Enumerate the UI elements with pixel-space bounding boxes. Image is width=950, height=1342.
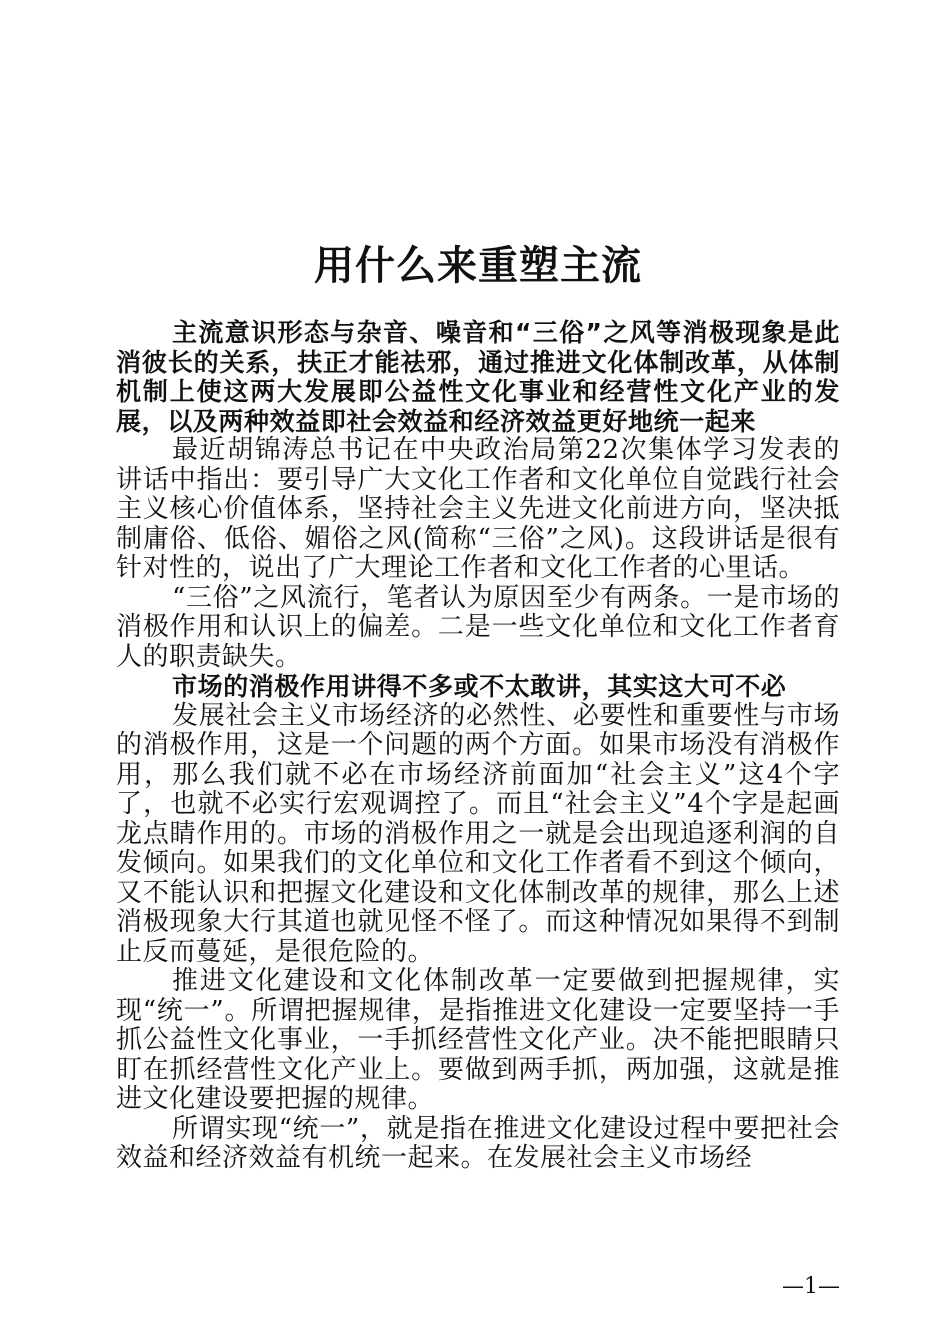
- body-paragraph-1: 最近胡锦涛总书记在中央政治局第22次集体学习发表的讲话中指出：要引导广大文化工作者和文化单位自觉践行社会主义核心价值体系，坚持社会主义先进文化前进方向，坚决抵制庸俗、低俗、媚俗之风(简称“三俗”之风)。这段讲话是很有针对性的，说出了广大理论工作者和文化工作者的心里话。: [116, 435, 840, 583]
- body-paragraph-4: 推进文化建设和文化体制改革一定要做到把握规律，实现“统一”。所谓把握规律，是指推进文化建设一定要坚持一手抓公益性文化事业，一手抓经营性文化产业。决不能把眼睛只盯在抓经营性文化产业上。要做到两手抓，两加强，这就是推进文化建设要把握的规律。: [116, 966, 840, 1114]
- body-paragraph-3: 发展社会主义市场经济的必然性、必要性和重要性与市场的消极作用，这是一个问题的两个方面。如果市场没有消极作用，那么我们就不必在市场经济前面加“社会主义”这4个字了，也就不必实行宏观调控了。而且“社会主义”4个字是起画龙点睛作用的。市场的消极作用之一就是会出现追逐利润的自发倾向。如果我们的文化单位和文化工作者看不到这个倾向，又不能认识和把握文化建设和文化体制改革的规律，那么上述消极现象大行其道也就见怪不怪了。而这种情况如果得不到制止反而蔓延，是很危险的。: [116, 700, 840, 967]
- document-page: [116, 0, 840, 1342]
- lead-summary-paragraph: 主流意识形态与杂音、噪音和“三俗”之风等消极现象是此消彼长的关系，扶正才能祛邪，通过推进文化体制改革，从体制机制上使这两大发展即公益性文化事业和经营性文化产业的发展，以及两种效益即社会效益和经济效益更好地统一起来: [116, 318, 840, 436]
- article-body: [116, 318, 840, 1174]
- body-paragraph-5: 所谓实现“统一”，就是指在推进文化建设过程中要把社会效益和经济效益有机统一起来。在发展社会主义市场经: [116, 1113, 840, 1173]
- article-title: 用什么来重塑主流: [314, 242, 642, 289]
- section-heading: 市场的消极作用讲得不多或不太敢讲，其实这大可不必: [172, 672, 787, 701]
- body-paragraph-2: “三俗”之风流行，笔者认为原因至少有两条。一是市场的消极作用和认识上的偏差。二是一些文化单位和文化工作者育人的职责缺失。: [116, 582, 840, 672]
- page-number: —1—: [782, 1274, 840, 1299]
